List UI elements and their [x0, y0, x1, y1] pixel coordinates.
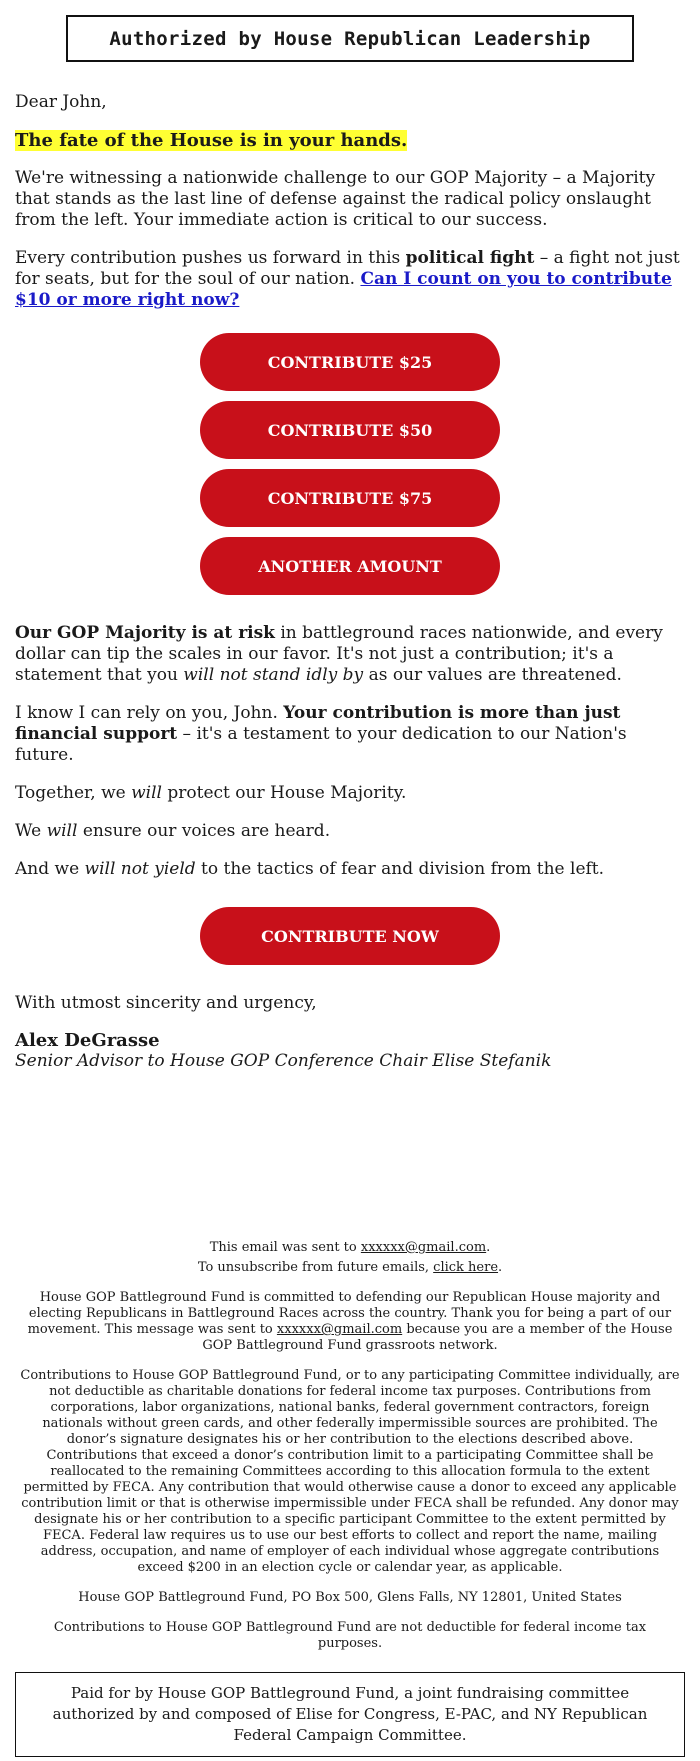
- contribute-50-button[interactable]: CONTRIBUTE $50: [200, 401, 500, 459]
- headline-highlight: The fate of the House is in your hands.: [15, 130, 408, 151]
- p7-end: to the tactics of fear and division from the left.: [195, 859, 605, 879]
- p5-end: protect our House Majority.: [162, 783, 407, 803]
- about-end: because you are a member of the House GOP Battleground Fund grassroots network.: [202, 1322, 673, 1353]
- contribute-now-button[interactable]: CONTRIBUTE NOW: [200, 907, 500, 965]
- sent-to-line: [20, 1240, 680, 1256]
- p5-start: Together, we: [15, 783, 132, 803]
- p4-end: – it's a testament to your dedication to our Nation's future.: [15, 724, 627, 765]
- paragraph-2: [15, 248, 685, 311]
- mailing-address: House GOP Battleground Fund, PO Box 500, Glens Falls, NY 12801, United States: [78, 1590, 622, 1605]
- about-paragraph: [20, 1290, 680, 1354]
- headline: [15, 130, 685, 151]
- p6-start: We: [15, 821, 47, 841]
- p2-start: Every contribution pushes us forward in this: [15, 248, 406, 268]
- authorized-banner: [66, 15, 634, 62]
- p7-start: And we: [15, 859, 85, 879]
- paragraph-6: [15, 821, 685, 842]
- p6-italic: will: [46, 821, 78, 841]
- paid-for-text: Paid for by House GOP Battleground Fund, a joint fundraising committee authorized by and composed of Elise for Congress, E-PAC, and NY Republican Federal Campaign Committee.: [52, 1684, 648, 1744]
- p3-bold: Our GOP Majority is at risk: [15, 623, 275, 643]
- sent-to-suffix: .: [486, 1240, 491, 1255]
- paragraph-4: [15, 703, 685, 766]
- unsubscribe-prefix: To unsubscribe from future emails,: [197, 1260, 434, 1275]
- greeting: Dear John,: [15, 92, 107, 112]
- p3-italic: will not stand idly by: [183, 665, 364, 685]
- another-amount-button[interactable]: ANOTHER AMOUNT: [200, 537, 500, 595]
- paragraph-7: [15, 859, 685, 880]
- email-page: [0, 15, 700, 1757]
- footer: [0, 1240, 700, 1652]
- signature-block: [0, 993, 700, 1072]
- sent-to-prefix: This email was sent to: [209, 1240, 361, 1255]
- p4-start: I know I can rely on you, John.: [15, 703, 284, 723]
- contribute-10-link[interactable]: Can I count on you to contribute $10 or more right now?: [15, 269, 672, 310]
- authorized-text: Authorized by House Republican Leadership: [109, 27, 591, 50]
- p4-bold: Your contribution is more than just financial support: [15, 703, 621, 744]
- contribute-25-button[interactable]: CONTRIBUTE $25: [200, 333, 500, 391]
- contribute-75-button[interactable]: CONTRIBUTE $75: [200, 469, 500, 527]
- recipient-email-link[interactable]: xxxxxx@gmail.com: [360, 1240, 487, 1255]
- signer-name: Alex DeGrasse: [15, 1030, 160, 1051]
- signer-title: Senior Advisor to House GOP Conference Chair Elise Stefanik: [15, 1051, 552, 1071]
- letter-body: [0, 92, 700, 311]
- p2-mid: – a fight not just for seats, but for the soul of our nation.: [15, 248, 680, 289]
- p3-mid: in battleground races nationwide, and every dollar can tip the scales in our favor. It's not just a contribution; it's a statement that you: [15, 623, 663, 685]
- paragraph-5: [15, 783, 685, 804]
- paragraph-3: [15, 623, 685, 686]
- p7-italic: will not yield: [84, 859, 196, 879]
- paid-for-box: [15, 1672, 685, 1757]
- p6-end: ensure our voices are heard.: [77, 821, 331, 841]
- about-start: House GOP Battleground Fund is committed to defending our Republican House majority and electing Republicans in Battleground Races across the country. Thank you for being a part of our movement. This message was sent to: [27, 1290, 672, 1337]
- p5-italic: will: [131, 783, 162, 803]
- p2-bold: political fight: [405, 248, 535, 268]
- about-email-link[interactable]: xxxxxx@gmail.com: [276, 1322, 403, 1337]
- letter-body-continued: [0, 623, 700, 880]
- p3-end: as our values are threatened.: [363, 665, 622, 685]
- paragraph-1: We're witnessing a nationwide challenge to our GOP Majority – a Majority that stands as the last line of defense against the radical policy onslaught from the left. Your immediate action is critical to our success.: [15, 168, 656, 230]
- unsubscribe-line: [20, 1260, 680, 1276]
- unsubscribe-suffix: .: [498, 1260, 503, 1275]
- unsubscribe-link[interactable]: click here: [433, 1260, 499, 1275]
- closing: With utmost sincerity and urgency,: [15, 993, 317, 1013]
- donation-buttons: [0, 333, 700, 605]
- tax-notice: Contributions to House GOP Battleground Fund are not deductible for federal income tax purposes.: [53, 1620, 647, 1651]
- contribute-now-wrap: [0, 907, 700, 975]
- legal-disclaimer: Contributions to House GOP Battleground Fund, or to any participating Committee individually, are not deductible as charitable donations for federal income tax purposes. Contributions from corporations, labor organizations, national banks, federal government contractors, foreign nationals without green cards, and other federally impermissible sources are prohibited. The donor’s signature designates his or her contribution to the elections described above. Contributions that exceed a donor’s contribution limit to a participating Committee shall be reallocated to the remaining Committees according to this allocation formula to the extent permitted by FECA. Any contribution that would otherwise cause a donor to exceed any applicable contribution limit or that is otherwise impermissible under FECA shall be refunded. Any donor may designate his or her contribution to a specific participant Committee to the extent permitted by FECA. Federal law requires us to use our best efforts to collect and report the name, mailing address, occupation, and name of employer of each individual whose aggregate contributions exceed $200 in an election cycle or calendar year, as applicable.: [20, 1368, 680, 1575]
